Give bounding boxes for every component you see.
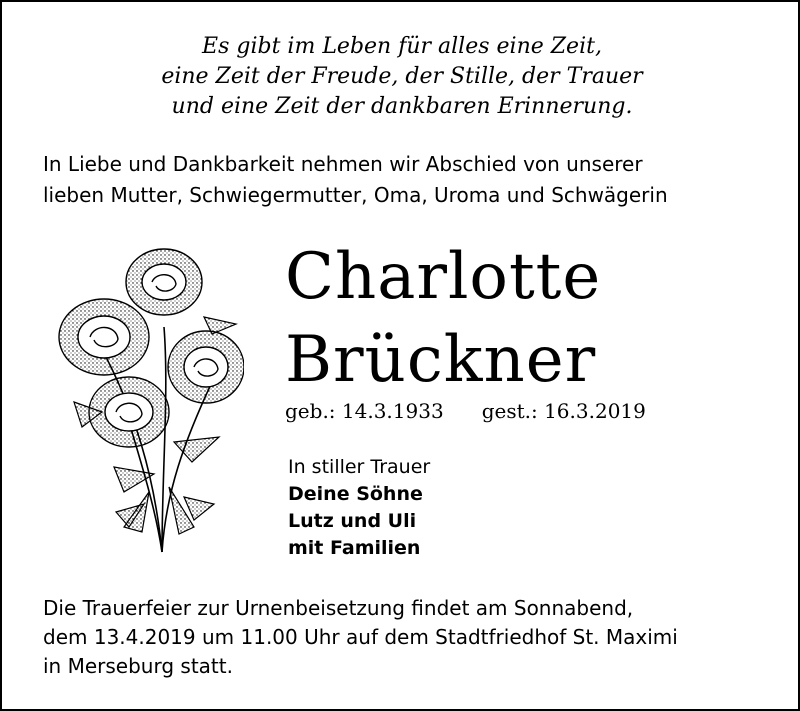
birth-date: geb.: 14.3.1933 <box>285 399 444 423</box>
first-name: Charlotte <box>285 240 602 314</box>
deceased-name <box>285 236 601 402</box>
intro-line: lieben Mutter, Schwiegermutter, Oma, Uroma und Schwägerin <box>43 183 668 207</box>
life-dates <box>285 399 646 423</box>
poem-line: und eine Zeit der dankbaren Erinnerung. <box>171 94 633 119</box>
mourners-intro: In stiller Trauer <box>288 456 431 478</box>
poem-line: Es gibt im Leben für alles eine Zeit, <box>202 34 602 59</box>
intro-text <box>43 149 668 211</box>
funeral-line: dem 13.4.2019 um 11.00 Uhr auf dem Stadtfriedhof St. Maximi <box>43 625 678 649</box>
death-date: gest.: 16.3.2019 <box>481 399 646 423</box>
funeral-line: in Merseburg statt. <box>43 654 233 678</box>
funeral-info <box>43 594 678 681</box>
last-name: Brückner <box>285 323 597 397</box>
poem-line: eine Zeit der Freude, der Stille, der Trauer <box>161 64 643 89</box>
roses-illustration-icon <box>44 242 244 562</box>
mourners <box>288 454 430 562</box>
intro-line: In Liebe und Dankbarkeit nehmen wir Abschied von unserer <box>43 152 643 176</box>
funeral-line: Die Trauerfeier zur Urnenbeisetzung findet am Sonnabend, <box>43 596 634 620</box>
mourner-line: mit Familien <box>288 537 421 559</box>
mourner-line: Deine Söhne <box>288 483 423 505</box>
mourner-line: Lutz und Uli <box>288 510 417 532</box>
poem <box>2 32 800 122</box>
